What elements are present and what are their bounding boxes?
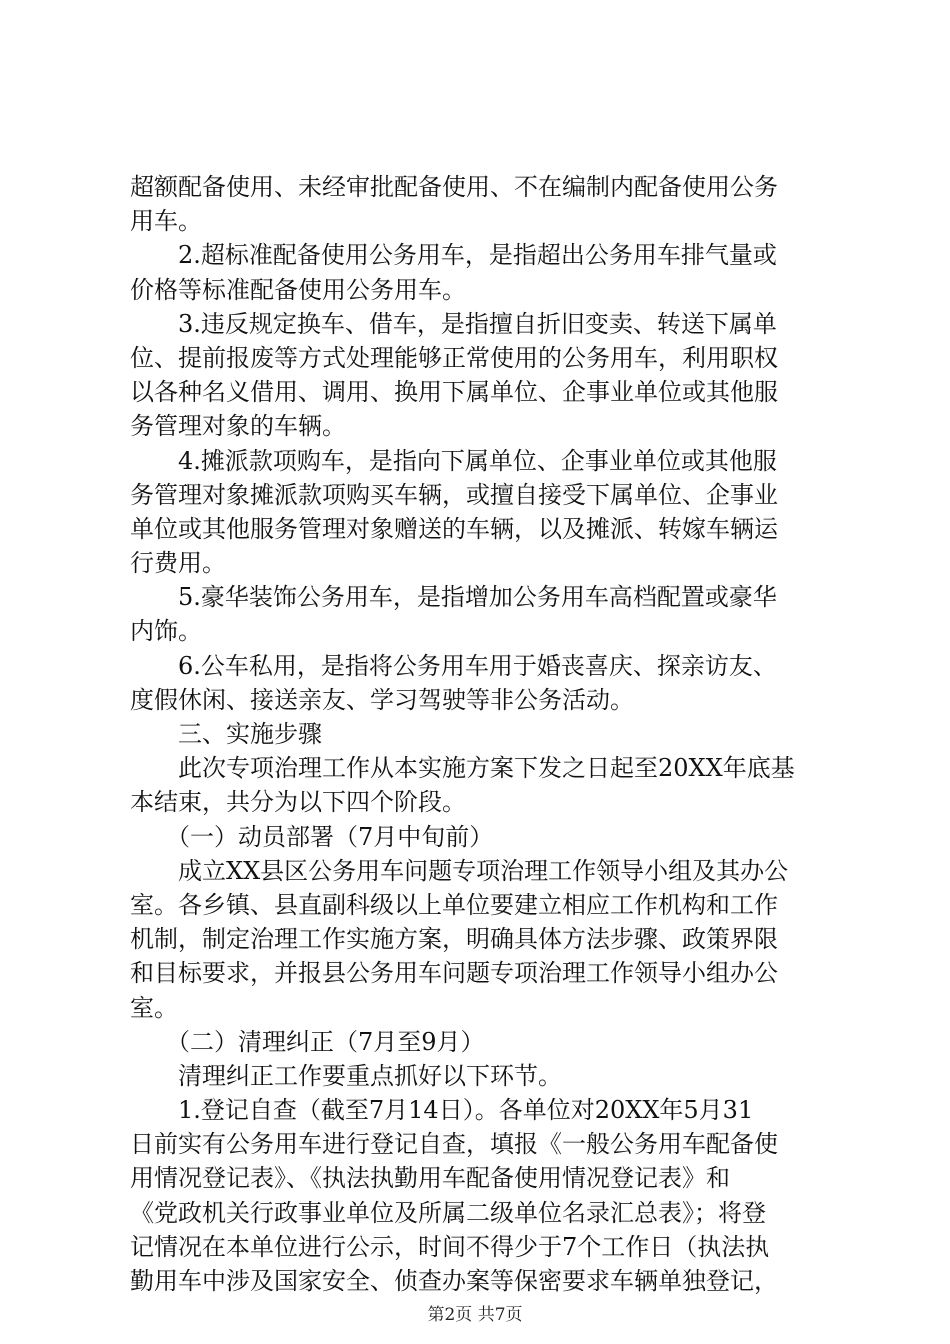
text-line: 记情况在本单位进行公示，时间不得少于7个工作日（执法执 — [130, 1232, 770, 1261]
document-body — [130, 170, 830, 1298]
text-line: 1.登记自查（截至7月14日）。各单位对20XX年5月31 — [130, 1096, 754, 1125]
text-line: 机制，制定治理工作实施方案，明确具体方法步骤、政策界限 — [130, 925, 778, 954]
text-line: 日前实有公务用车进行登记自查，填报《一般公务用车配备使 — [130, 1130, 778, 1159]
text-line: 3.违反规定换车、借车，是指擅自折旧变卖、转送下属单 — [130, 309, 777, 338]
text-line: 单位或其他服务管理对象赠送的车辆，以及摊派、转嫁车辆运 — [130, 514, 778, 543]
text-line: 室。各乡镇、县直副科级以上单位要建立相应工作机构和工作 — [130, 890, 778, 919]
subsection-heading: （一）动员部署（7月中旬前） — [130, 822, 494, 851]
text-line: 务管理对象摊派款项购买车辆，或擅自接受下属单位、企事业 — [130, 480, 778, 509]
text-line: 成立XX县区公务用车问题专项治理工作领导小组及其办公 — [130, 856, 789, 885]
subsection-heading: （二）清理纠正（7月至9月） — [130, 1027, 485, 1056]
page-footer: 第2页 共7页 — [427, 1305, 523, 1325]
text-line: 价格等标准配备使用公务用车。 — [130, 275, 466, 304]
text-line: 和目标要求，并报县公务用车问题专项治理工作领导小组办公 — [130, 959, 778, 988]
text-line: 室。 — [130, 993, 178, 1022]
text-line: 本结束，共分为以下四个阶段。 — [130, 788, 466, 817]
text-line: 超额配备使用、未经审批配备使用、不在编制内配备使用公务 — [130, 173, 778, 201]
text-line: 内饰。 — [130, 617, 202, 646]
text-line: 勤用车中涉及国家安全、侦查办案等保密要求车辆单独登记， — [130, 1267, 778, 1295]
text-line: 5.豪华装饰公务用车，是指增加公务用车高档配置或豪华 — [130, 583, 777, 612]
text-line: 4.摊派款项购车，是指向下属单位、企事业单位或其他服 — [130, 446, 777, 475]
text-line: 《党政机关行政事业单位及所属二级单位名录汇总表》；将登 — [130, 1198, 766, 1227]
text-line: 位、提前报废等方式处理能够正常使用的公务用车，利用职权 — [130, 343, 778, 372]
text-line: 务管理对象的车辆。 — [130, 412, 346, 441]
text-line: 以各种名义借用、调用、换用下属单位、企事业单位或其他服 — [130, 378, 778, 407]
text-line: 此次专项治理工作从本实施方案下发之日起至20XX年底基 — [130, 754, 795, 783]
text-line: 用情况登记表》、《执法执勤用车配备使用情况登记表》和 — [130, 1164, 730, 1193]
text-line: 6.公车私用，是指将公务用车用于婚丧喜庆、探亲访友、 — [130, 651, 777, 680]
text-line: 清理纠正工作要重点抓好以下环节。 — [130, 1061, 562, 1090]
text-line: 度假休闲、接送亲友、学习驾驶等非公务活动。 — [130, 685, 634, 714]
text-line: 行费用。 — [130, 549, 226, 578]
section-heading: 三、实施步骤 — [130, 720, 322, 748]
text-line: 2.超标准配备使用公务用车，是指超出公务用车排气量或 — [130, 241, 777, 270]
text-line: 用车。 — [130, 207, 202, 236]
